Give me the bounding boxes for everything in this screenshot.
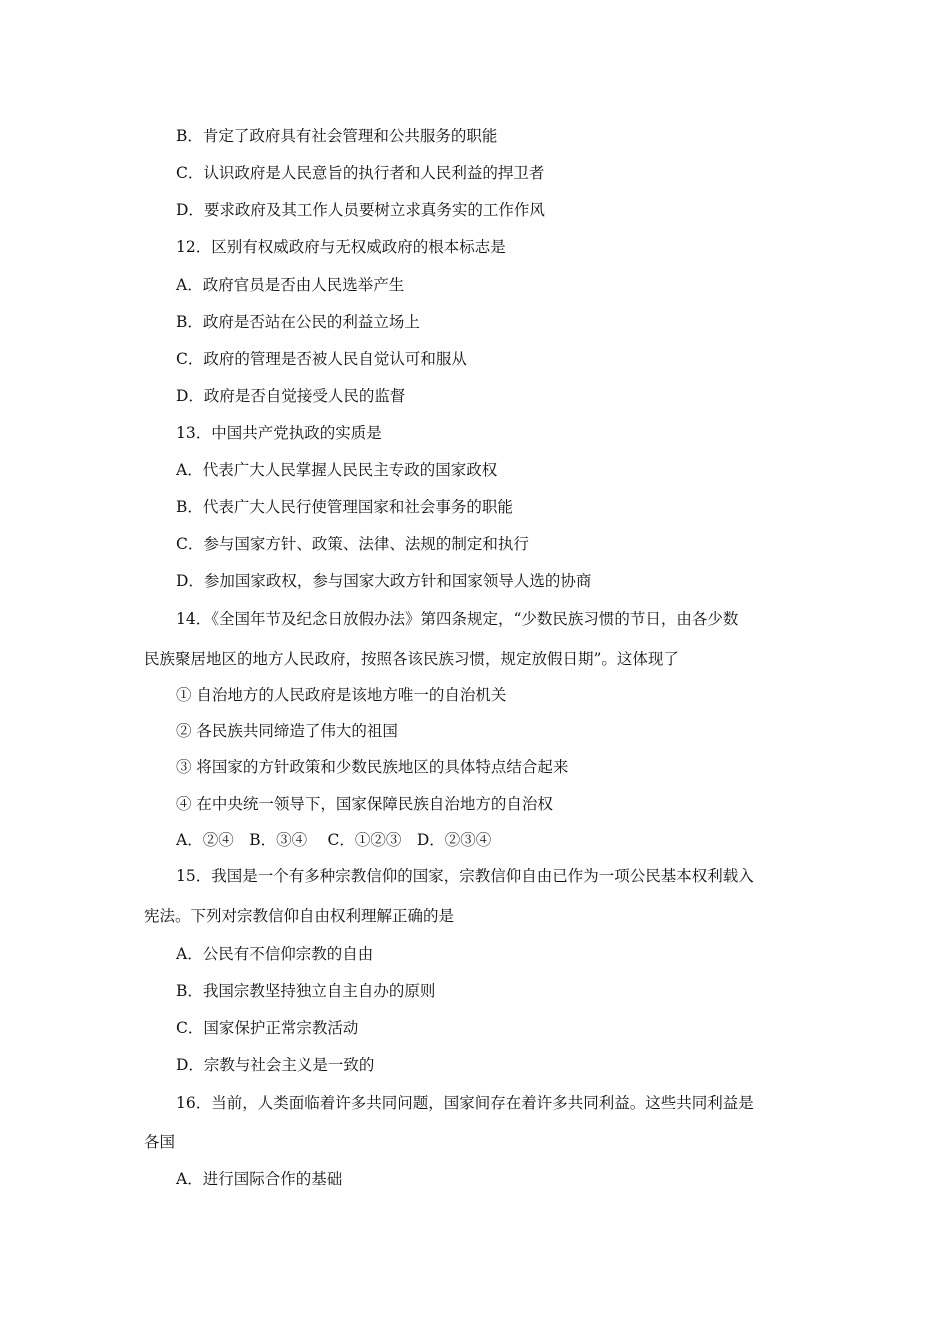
q12-option-b: B．政府是否站在公民的利益立场上 — [176, 313, 420, 331]
q14-stem-line-2: 民族聚居地区的地方人民政府，按照各该民族习惯，规定放假日期”。这体现了 — [144, 650, 679, 668]
q14-statement-4: ④ 在中央统一领导下，国家保障民族自治地方的自治权 — [176, 795, 553, 813]
q11-option-d: D．要求政府及其工作人员要树立求真务实的工作作风 — [176, 201, 545, 219]
q11-option-b: B．肯定了政府具有社会管理和公共服务的职能 — [176, 127, 498, 145]
q13-option-b: B．代表广大人民行使管理国家和社会事务的职能 — [176, 498, 513, 516]
q15-stem-line-2: 宪法。下列对宗教信仰自由权利理解正确的是 — [144, 907, 455, 925]
q16-stem-line-2: 各国 — [144, 1133, 176, 1151]
q12-option-d: D．政府是否自觉接受人民的监督 — [176, 387, 406, 405]
q16-option-a: A．进行国际合作的基础 — [176, 1170, 343, 1188]
q12-option-a: A．政府官员是否由人民选举产生 — [176, 276, 405, 294]
q11-option-c: C．认识政府是人民意旨的执行者和人民利益的捍卫者 — [176, 164, 545, 182]
q14-statement-2: ② 各民族共同缔造了伟大的祖国 — [176, 722, 398, 740]
q14-options: A．②④ B．③④ C．①②③ D．②③④ — [176, 831, 492, 849]
q13-option-c: C．参与国家方针、政策、法律、法规的制定和执行 — [176, 535, 529, 553]
q13-option-d: D．参加国家政权，参与国家大政方针和国家领导人选的协商 — [176, 572, 592, 590]
q14-stem-line-1: 14．《全国年节及纪念日放假办法》第四条规定，“少数民族习惯的节日，由各少数 — [176, 610, 739, 628]
q16-stem-line-1: 16．当前，人类面临着许多共同问题，国家间存在着许多共同利益。这些共同利益是 — [176, 1094, 754, 1112]
q14-statement-3: ③ 将国家的方针政策和少数民族地区的具体特点结合起来 — [176, 758, 569, 776]
q15-option-d: D．宗教与社会主义是一致的 — [176, 1056, 375, 1074]
q15-option-a: A．公民有不信仰宗教的自由 — [176, 945, 374, 963]
q13-stem: 13．中国共产党执政的实质是 — [176, 424, 382, 442]
q15-stem-line-1: 15．我国是一个有多种宗教信仰的国家，宗教信仰自由已作为一项公民基本权利载入 — [176, 867, 754, 885]
q15-option-b: B．我国宗教坚持独立自主自办的原则 — [176, 982, 436, 1000]
q12-stem: 12．区别有权威政府与无权威政府的根本标志是 — [176, 238, 506, 256]
q15-option-c: C．国家保护正常宗教活动 — [176, 1019, 359, 1037]
q12-option-c: C．政府的管理是否被人民自觉认可和服从 — [176, 350, 467, 368]
q13-option-a: A．代表广大人民掌握人民民主专政的国家政权 — [176, 461, 498, 479]
q14-statement-1: ① 自治地方的人民政府是该地方唯一的自治机关 — [176, 686, 507, 704]
